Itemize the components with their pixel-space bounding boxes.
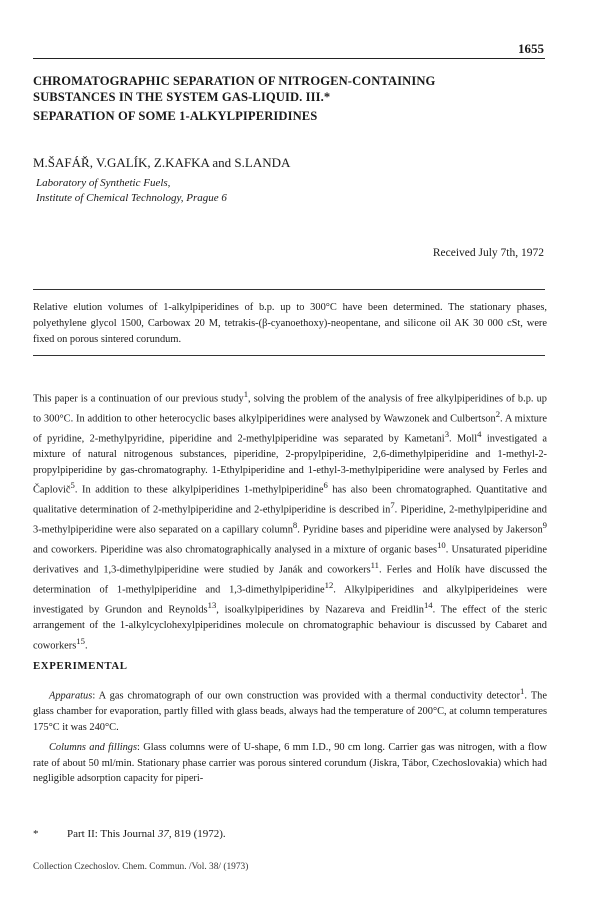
received-date: Received July 7th, 1972 [432, 247, 544, 259]
citation: 1 [520, 686, 525, 696]
citation: 2 [495, 409, 501, 420]
title-line-2: SUBSTANCES IN THE SYSTEM GAS-LIQUID. III.* [33, 89, 331, 104]
footnote-marker: * [33, 828, 39, 840]
apparatus-lead: Apparatus [49, 690, 93, 702]
abstract: Relative elution volumes of 1-alkylpiperidines of b.p. up to 300°C have been determined. The stationary phases, polyethylene glycol 1500, Carbowax 20 M, tetrakis-(β-cyanoethoxy)-neopentane, and silicone oil AK 30 000 cSt, were fixed on porous sintered corundum. [33, 302, 547, 345]
footnote-volume: 37 [157, 828, 169, 840]
page-number: 1655 [518, 41, 544, 56]
citation: 5 [70, 480, 75, 491]
journal-footer: Collection Czechoslov. Chem. Commun. /Vol. 38/ (1973) [33, 862, 249, 872]
citation: 7 [390, 500, 395, 511]
citation: 14 [423, 600, 433, 611]
apparatus-paragraph: Apparatus: A gas chromatograph of our own construction was provided with a thermal conductivity detector$^1$. The glass chamber for evaporation, partly filled with glass beads, always had the temperature of 200°C, at column temperatures 175°C it was 240°C. [33, 686, 547, 733]
introduction-paragraph: This paper is a continuation of our previous study$^1$, solving the problem of the analysis of free alkylpiperidines of b.p. up to 300°C. In addition to other heterocyclic bases alkylpiperidines were analysed by Wawzonek and Culbertson$^2$. A mixture of pyridine, 2-methylpyridine, piperidine and 2-methylpiperidine was separated by Kametani$^3$. Moll$^4$ investigated a mixture of natural nitrogenous substances, piperidine, 2-propylpiperidine, 2,6-dimethylpiperidine and 1-methyl-2-propylpiperidine by gas-chromatography. 1-Ethylpiperidine and 1-ethyl-3-methylpiperidine were analysed by Ferles and Čaplovič$^5$. In addition to these alkylpiperidines 1-methylpiperidine$^6$ has also been chromatographed. Quantitative and qualitative determination of 2-methylpiperidine and 2-ethylpiperidine is described $in^7$. Piperidine, 2-methylpiperidine and 3-methylpiperidine were also separated on a capillary column$^8$. Pyridine bases and piperidine were analysed by Jakerson$^9$ and coworkers. Piperidine was also chromatographically analysed in a mixture of organic bases$^{10}$. Unsaturated piperidine derivatives and 1,3-dimethylpiperidine were studied by Janák and coworkers$^{11}$. Ferles and Holík have discussed the determination of 1-methylpiperidine and 1,3-dimethylpiperidine$^{12}$. Alkylpiperidines and alkylpiperideines were investigated by Grundon and Reynolds$^{13}$, isoalkylpiperidines by Nazareva and Freidlin$^{14}$. The effect of the steric arrangement of the 1-alkylcyclohexylpiperidines molecule on chromatographic behaviour is discussed by Cabaret and coworkers$^{15}$. [33, 389, 548, 652]
section-heading-experimental: EXPERIMENTAL [33, 660, 128, 672]
citation: 8 [292, 520, 298, 531]
citation: 1 [243, 389, 249, 399]
affiliation-line-2: Institute of Chemical Technology, Prague 6 [36, 192, 227, 204]
article-title [33, 74, 553, 125]
affiliation-line-1: Laboratory of Synthetic Fuels, [36, 177, 171, 189]
citation: 15 [76, 635, 85, 646]
article-subtitle: SEPARATION OF SOME 1-ALKYLPIPERIDINES [33, 109, 318, 123]
citation: 10 [437, 540, 446, 551]
citation: 12 [324, 580, 334, 591]
abstract-top-rule [33, 289, 545, 290]
citation: 6 [323, 480, 328, 491]
title-line-1: CHROMATOGRAPHIC SEPARATION OF NITROGEN-CONTAINING [33, 74, 436, 88]
citation: 11 [370, 560, 379, 571]
footnote: * Part II: This Journal 37, 819 (1972). [33, 828, 226, 840]
citation: 3 [444, 429, 450, 440]
header-rule [33, 58, 545, 59]
columns-paragraph: Columns and fillings: Glass columns were of U-shape, 6 mm I.D., 90 cm long. Carrier gas was nitrogen, with a flow rate of about 50 ml/min. Stationary phase carrier was porous sintered corundum (Jiskra, Tábor, Czechoslovakia) which had negligible adsorption capacity for piperi- [33, 742, 547, 785]
authors: M.ŠAFÁŘ, V.GALÍK, Z.KAFKA and S.LANDA [33, 155, 291, 170]
columns-lead: Columns and fillings [49, 742, 138, 753]
affiliation [36, 176, 227, 206]
abstract-bottom-rule [33, 355, 545, 356]
citation: 4 [477, 429, 482, 440]
citation: 9 [542, 520, 547, 531]
citation: 13 [207, 600, 217, 611]
